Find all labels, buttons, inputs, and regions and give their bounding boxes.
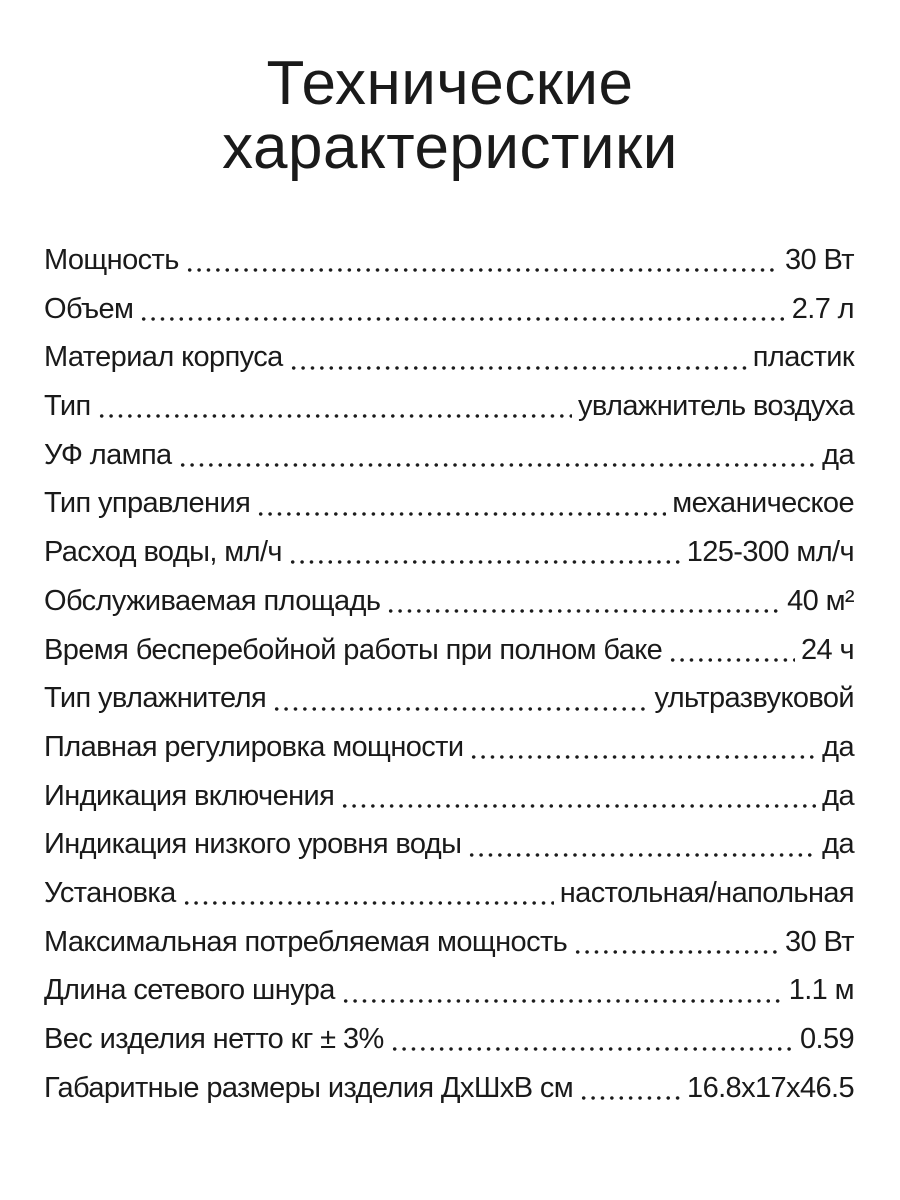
dot-leader bbox=[573, 948, 779, 956]
dot-leader bbox=[178, 461, 817, 469]
spec-value: 0.59 bbox=[799, 1023, 854, 1055]
spec-label: Максимальная потребляемая мощность bbox=[44, 925, 568, 958]
spec-label: Время бесперебойной работы при полном баке bbox=[44, 633, 663, 666]
spec-row bbox=[44, 966, 854, 1015]
spec-label: Расход воды, мл/ч bbox=[44, 536, 282, 569]
dot-leader bbox=[139, 315, 785, 323]
spec-row bbox=[44, 528, 854, 577]
spec-row bbox=[44, 820, 854, 869]
spec-label: Плавная регулировка мощности bbox=[44, 730, 464, 763]
dot-leader bbox=[97, 412, 572, 420]
spec-label: Объем bbox=[44, 292, 134, 325]
dot-leader bbox=[289, 364, 747, 372]
dot-leader bbox=[288, 558, 681, 566]
spec-value: да bbox=[822, 438, 854, 471]
spec-list bbox=[44, 236, 854, 1112]
spec-row bbox=[44, 236, 854, 285]
spec-row bbox=[44, 723, 854, 772]
spec-label: Мощность bbox=[44, 244, 179, 276]
spec-row bbox=[44, 431, 854, 480]
spec-value: да bbox=[822, 730, 854, 763]
dot-leader bbox=[256, 510, 666, 518]
dot-leader bbox=[390, 1045, 794, 1053]
spec-label: Длина сетевого шнура bbox=[44, 974, 335, 1007]
spec-value: 40 м² bbox=[787, 584, 854, 617]
spec-label: Обслуживаемая площадь bbox=[44, 584, 381, 617]
spec-value: 30 Вт bbox=[785, 244, 854, 276]
spec-value: 16.8х17х46.5 bbox=[687, 1071, 854, 1104]
spec-label: Габаритные размеры изделия ДхШхВ см bbox=[44, 1071, 574, 1104]
spec-label: Индикация включения bbox=[44, 779, 335, 812]
spec-value: да bbox=[822, 828, 854, 861]
spec-label: Тип управления bbox=[44, 487, 251, 520]
page-title-line-1: Технические bbox=[266, 49, 634, 118]
spec-label: Установка bbox=[44, 876, 176, 909]
page-title-line-2: характеристики bbox=[222, 113, 678, 182]
spec-value: ультразвуковой bbox=[654, 682, 854, 715]
spec-row bbox=[44, 1015, 854, 1064]
spec-label: Тип bbox=[44, 390, 91, 423]
dot-leader bbox=[185, 266, 779, 274]
spec-row bbox=[44, 577, 854, 626]
spec-row bbox=[44, 1064, 854, 1113]
spec-value: 2.7 л bbox=[791, 292, 854, 325]
dot-leader bbox=[579, 1094, 681, 1102]
dot-leader bbox=[340, 802, 816, 810]
spec-label: Вес изделия нетто кг ± 3% bbox=[44, 1023, 384, 1055]
spec-value: 125-300 мл/ч bbox=[686, 536, 854, 569]
spec-value: пластик bbox=[752, 341, 854, 374]
spec-value: настольная/напольная bbox=[559, 876, 854, 909]
spec-row bbox=[44, 333, 854, 382]
dot-leader bbox=[668, 656, 795, 664]
spec-value: да bbox=[822, 779, 854, 812]
dot-leader bbox=[467, 851, 816, 859]
spec-label: Индикация низкого уровня воды bbox=[44, 828, 462, 861]
spec-value: 24 ч bbox=[800, 633, 854, 666]
spec-label: УФ лампа bbox=[44, 438, 172, 471]
spec-row bbox=[44, 382, 854, 431]
spec-value: увлажнитель воздуха bbox=[578, 390, 854, 423]
spec-row bbox=[44, 772, 854, 821]
spec-value: 30 Вт bbox=[785, 925, 854, 958]
spec-row bbox=[44, 626, 854, 675]
spec-label: Тип увлажнителя bbox=[44, 682, 267, 715]
spec-value: 1.1 м bbox=[788, 974, 854, 1007]
spec-row bbox=[44, 479, 854, 528]
spec-value: механическое bbox=[672, 487, 854, 520]
spec-row bbox=[44, 918, 854, 967]
dot-leader bbox=[182, 899, 554, 907]
dot-leader bbox=[469, 753, 816, 761]
spec-row bbox=[44, 674, 854, 723]
page-title bbox=[0, 49, 900, 182]
spec-label: Материал корпуса bbox=[44, 341, 283, 374]
dot-leader bbox=[386, 607, 781, 615]
dot-leader bbox=[272, 705, 648, 713]
spec-row bbox=[44, 869, 854, 918]
spec-row bbox=[44, 285, 854, 334]
dot-leader bbox=[341, 997, 783, 1005]
